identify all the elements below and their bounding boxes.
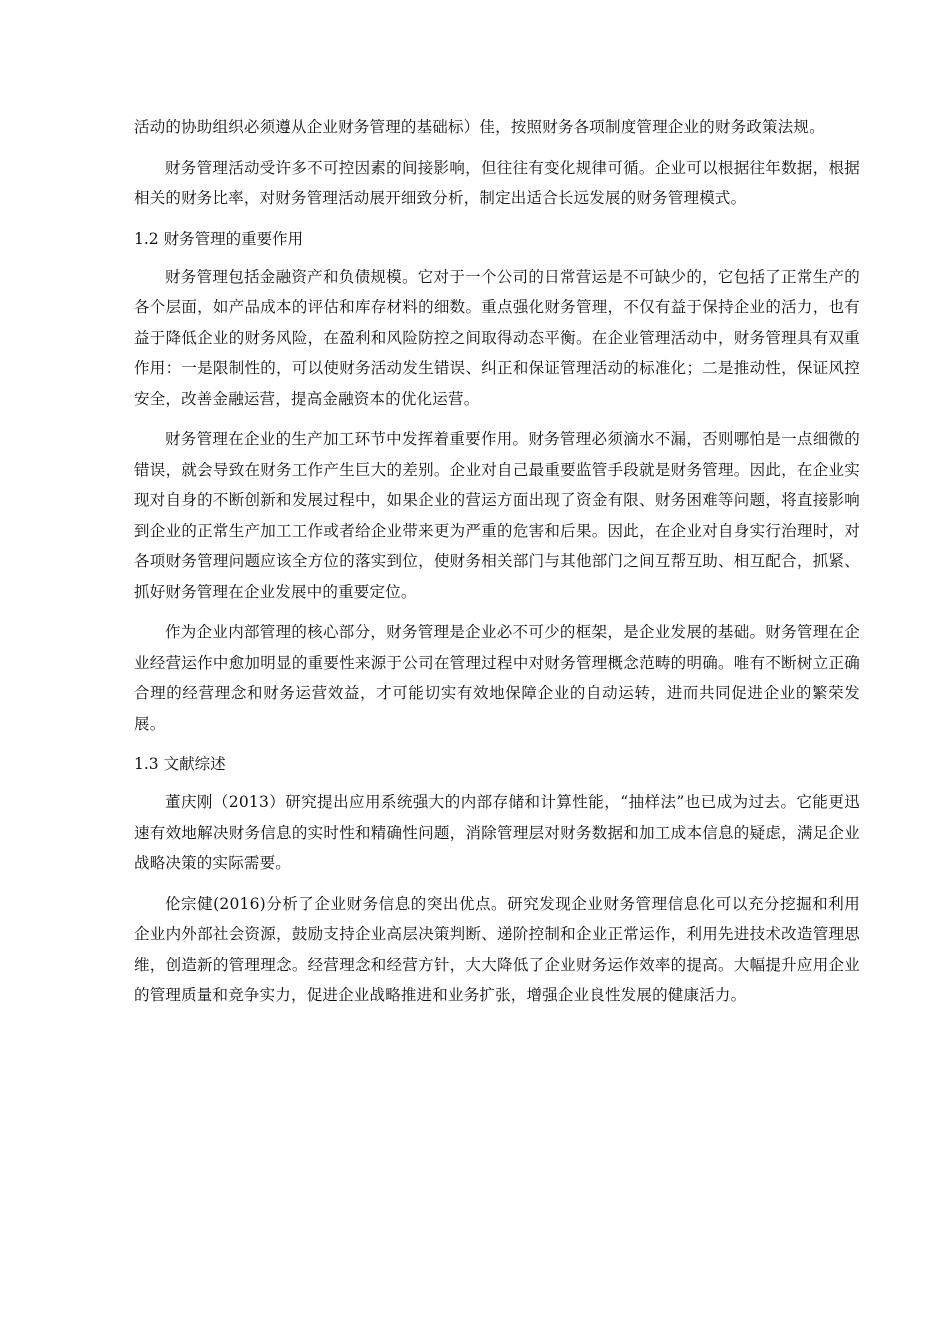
paragraph: 作为企业内部管理的核心部分，财务管理是企业必不可少的框架，是企业发展的基础。财务管理在企业经营运作中愈加明显的重要性来源于公司在管理过程中对财务管理概念范畴的明确。唯有不断树立正确合理的经营理念和财务运营效益，才可能切实有效地保障企业的自动运转，进而共同促进企业的繁荣发展。 [134,623,860,733]
section-heading-1-2: 1.2 财务管理的重要作用 [134,229,304,248]
paragraph: 财务管理在企业的生产加工环节中发挥着重要作用。财务管理必须滴水不漏，否则哪怕是一点细微的错误，就会导致在财务工作产生巨大的差别。企业对自己最重要监管手段就是财务管理。因此，在企业实现对自身的不断创新和发展过程中，如果企业的营运方面出现了资金有限、财务困难等问题，将直接影响到企业的正常生产加工工作或者给企业带来更为严重的危害和后果。因此，在企业对自身实行治理时，对各项财务管理问题应该全方位的落实到位，使财务相关部门与其他部门之间互帮互助、相互配合，抓紧、抓好财务管理在企业发展中的重要定位。 [134,430,860,601]
paragraph: 董庆刚（2013）研究提出应用系统强大的内部存储和计算性能，“抽样法”也已成为过去。它能更迅速有效地解决财务信息的实时性和精确性问题，消除管理层对财务数据和加工成本信息的疑虑，满足企业战略决策的实际需要。 [134,793,860,872]
document-page [134,112,860,1021]
paragraph: 伦宗健(2016)分析了企业财务信息的突出优点。研究发现企业财务管理信息化可以充分挖掘和利用企业内外部社会资源，鼓励支持企业高层决策判断、递阶控制和企业正常运作，利用先进技术改造管理思维，创造新的管理理念。经营理念和经营方针，大大降低了企业财务运作效率的提高。大幅提升应用企业的管理质量和竞争实力，促进企业战略推进和业务扩张，增强企业良性发展的健康活力。 [134,894,860,1004]
paragraph: 财务管理活动受许多不可控因素的间接影响，但往往有变化规律可循。企业可以根据往年数据，根据相关的财务比率，对财务管理活动展开细致分析，制定出适合长远发展的财务管理模式。 [134,158,860,207]
paragraph: 财务管理包括金融资产和负债规模。它对于一个公司的日常营运是不可缺少的，它包括了正常生产的各个层面，如产品成本的评估和库存材料的细数。重点强化财务管理，不仅有益于保持企业的活力，也有益于降低企业的财务风险，在盈利和风险防控之间取得动态平衡。在企业管理活动中，财务管理具有双重作用：一是限制性的，可以使财务活动发生错误、纠正和保证管理活动的标准化；二是推动性，保证风控安全，改善金融运营，提高金融资本的优化运营。 [134,267,860,408]
section-heading-1-3: 1.3 文献综述 [134,755,226,773]
paragraph-continued: 活动的协助组织必须遵从企业财务管理的基础标）佳，按照财务各项制度管理企业的财务政策法规。 [134,118,825,136]
